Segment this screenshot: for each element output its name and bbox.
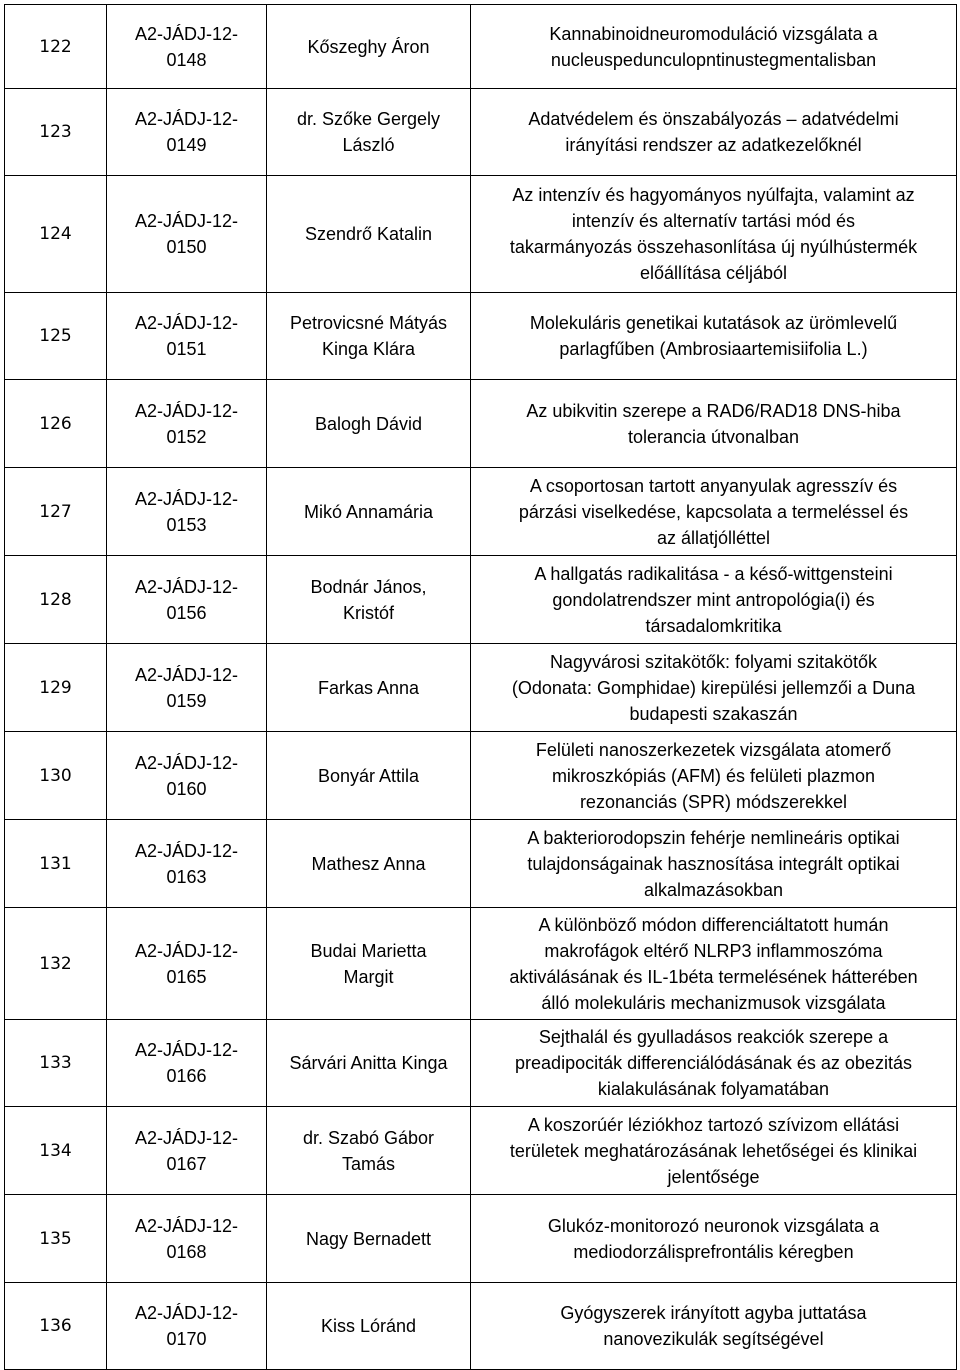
project-title-line: makrofágok eltérő NLRP3 inflammoszóma <box>544 940 883 961</box>
researcher-name-line: Mathesz Anna <box>311 853 426 874</box>
project-title-line: területek meghatározásának lehetőségei és klinikai <box>509 1140 918 1161</box>
project-title-line: jelentősége <box>667 1166 760 1187</box>
researcher-name <box>267 820 471 908</box>
row-number: 127 <box>5 468 107 556</box>
project-title <box>471 468 957 556</box>
project-title <box>471 89 957 176</box>
researcher-name-line: Petrovicsné Mátyás <box>289 313 448 333</box>
row-number: 135 <box>5 1195 107 1283</box>
projects-table-body <box>5 5 957 1370</box>
project-code-line: 0163 <box>166 866 207 887</box>
table-row <box>5 556 957 644</box>
project-title <box>471 5 957 89</box>
project-title-line: gondolatrendszer mint antropológia(i) és <box>552 589 875 610</box>
project-code-line: A2-JÁDJ-12- <box>134 664 239 685</box>
project-title-line: takarmányozás összehasonlítása új nyúlhústermék <box>509 237 918 257</box>
project-title-line: álló molekuláris mechanizmusok vizsgálata <box>541 992 886 1013</box>
researcher-name-line: Balogh Dávid <box>314 413 423 434</box>
project-title <box>471 1020 957 1107</box>
project-title <box>471 556 957 644</box>
project-code <box>107 556 267 644</box>
project-code <box>107 1020 267 1107</box>
project-code <box>107 732 267 820</box>
researcher-name-line: Nagy Bernadett <box>305 1228 432 1249</box>
project-title-line: Gyógyszerek irányított agyba juttatása <box>560 1303 867 1323</box>
project-code-line: A2-JÁDJ-12- <box>134 576 239 597</box>
project-code-line: 0160 <box>166 778 207 799</box>
researcher-name-line: Tamás <box>341 1153 395 1174</box>
project-code-line: 0156 <box>166 602 207 623</box>
researcher-name-line: Kinga Klára <box>321 339 416 359</box>
row-number: 126 <box>5 380 107 468</box>
row-number: 134 <box>5 1107 107 1195</box>
project-code <box>107 468 267 556</box>
project-code-line: 0159 <box>166 690 207 711</box>
table-row <box>5 468 957 556</box>
researcher-name <box>267 1020 471 1107</box>
project-title <box>471 644 957 732</box>
row-number: 136 <box>5 1283 107 1370</box>
table-row <box>5 89 957 176</box>
row-number: 129 <box>5 644 107 732</box>
table-row <box>5 176 957 293</box>
project-title-line: A hallgatás radikalitása - a késő-wittgensteini <box>534 563 893 584</box>
project-title-line: Molekuláris genetikai kutatások az ürömlevelű <box>529 313 898 333</box>
project-title-line: Adatvédelem és önszabályozás – adatvédelmi <box>528 109 899 129</box>
researcher-name <box>267 293 471 380</box>
project-title-line: irányítási rendszer az adatkezelőknél <box>565 135 862 155</box>
project-title-line: A különböző módon differenciáltatott humán <box>538 914 889 935</box>
row-number: 124 <box>5 176 107 293</box>
project-code <box>107 1195 267 1283</box>
project-code-line: 0167 <box>166 1153 207 1174</box>
project-title-line: Nagyvárosi szitakötők: folyami szitakötők <box>549 651 878 672</box>
researcher-name-line: dr. Szőke Gergely <box>296 109 441 129</box>
project-title-line: párzási viselkedése, kapcsolata a termeléssel és <box>518 501 909 522</box>
researcher-name-line: Kristóf <box>342 602 394 623</box>
project-code <box>107 644 267 732</box>
project-code-line: 0149 <box>166 135 207 155</box>
researcher-name-line: Kőszeghy Áron <box>307 36 430 57</box>
project-code-line: 0150 <box>166 237 207 257</box>
table-row <box>5 644 957 732</box>
project-code <box>107 1107 267 1195</box>
project-code-line: 0152 <box>166 426 207 447</box>
researcher-name <box>267 380 471 468</box>
row-number: 130 <box>5 732 107 820</box>
researcher-name <box>267 468 471 556</box>
project-code-line: 0165 <box>166 966 207 987</box>
table-row <box>5 1283 957 1370</box>
researcher-name <box>267 732 471 820</box>
researcher-name <box>267 1283 471 1370</box>
table-row <box>5 5 957 89</box>
project-title-line: Kannabinoidneuromoduláció vizsgálata a <box>549 23 878 44</box>
project-code <box>107 293 267 380</box>
table-row <box>5 820 957 908</box>
researcher-name-line: Szendrő Katalin <box>304 224 433 244</box>
project-title-line: az állatjólléttel <box>656 527 771 548</box>
project-code-line: 0153 <box>166 514 207 535</box>
project-title-line: (Odonata: Gomphidae) kirepülési jellemzői a Duna <box>511 677 916 698</box>
researcher-name <box>267 644 471 732</box>
table-row <box>5 732 957 820</box>
researcher-name-line: Farkas Anna <box>317 677 420 698</box>
project-title <box>471 1107 957 1195</box>
project-title-line: Sejthalál és gyulladásos reakciók szerepe a <box>538 1027 889 1047</box>
project-code-line: A2-JÁDJ-12- <box>134 1215 239 1236</box>
row-number: 132 <box>5 908 107 1020</box>
project-title-line: tulajdonságainak hasznosítása integrált optikai <box>527 853 900 874</box>
project-code-line: 0148 <box>166 49 207 70</box>
project-code <box>107 820 267 908</box>
project-code-line: A2-JÁDJ-12- <box>134 1040 239 1060</box>
project-code-line: 0151 <box>166 339 207 359</box>
table-row <box>5 1107 957 1195</box>
project-title-line: Az intenzív és hagyományos nyúlfajta, valamint az <box>512 185 915 205</box>
project-title-line: mediodorzálisprefrontális kéregben <box>573 1241 854 1262</box>
project-title-line: Az ubikvitin szerepe a RAD6/RAD18 DNS-hiba <box>526 400 901 421</box>
project-title <box>471 820 957 908</box>
project-title-line: A bakteriorodopszin fehérje nemlineáris optikai <box>527 827 900 848</box>
project-title-line: Felületi nanoszerkezetek vizsgálata atomerő <box>535 739 892 760</box>
researcher-name-line: Budai Marietta <box>310 940 427 961</box>
project-title <box>471 293 957 380</box>
project-title-line: aktiválásának és IL-1béta termelésének hátterében <box>509 966 918 987</box>
project-code <box>107 1283 267 1370</box>
researcher-name-line: Mikó Annamária <box>303 501 434 522</box>
project-title-line: tolerancia útvonalban <box>627 426 800 447</box>
project-title <box>471 176 957 293</box>
project-title-line: mikroszkópiás (AFM) és felületi plazmon <box>551 765 876 786</box>
project-code-line: 0170 <box>166 1329 207 1349</box>
project-title-line: parlagfűben (Ambrosiaartemisiifolia L.) <box>559 339 868 359</box>
project-title-line: rezonanciás (SPR) módszerekkel <box>579 791 848 812</box>
project-title-line: alkalmazásokban <box>643 879 784 900</box>
project-title-line: társadalomkritika <box>645 615 782 636</box>
researcher-name <box>267 1195 471 1283</box>
project-code-line: A2-JÁDJ-12- <box>134 400 239 421</box>
table-row <box>5 1020 957 1107</box>
row-number: 131 <box>5 820 107 908</box>
project-code-line: A2-JÁDJ-12- <box>134 1127 239 1148</box>
project-title-line: Glukóz-monitorozó neuronok vizsgálata a <box>547 1215 880 1236</box>
project-code-line: A2-JÁDJ-12- <box>134 23 239 44</box>
project-code-line: A2-JÁDJ-12- <box>134 211 239 231</box>
researcher-name-line: László <box>342 135 395 155</box>
project-title-line: kialakulásának folyamatában <box>597 1079 830 1099</box>
project-title <box>471 732 957 820</box>
project-code-line: A2-JÁDJ-12- <box>134 313 239 333</box>
row-number: 123 <box>5 89 107 176</box>
project-code-line: A2-JÁDJ-12- <box>134 752 239 773</box>
project-title-line: A csoportosan tartott anyanyulak agresszív és <box>529 475 898 496</box>
project-title-line: előállítása céljából <box>639 263 788 283</box>
project-code <box>107 89 267 176</box>
researcher-name-line: Bodnár János, <box>310 576 427 597</box>
table-row <box>5 908 957 1020</box>
researcher-name <box>267 5 471 89</box>
row-number: 122 <box>5 5 107 89</box>
projects-table <box>4 4 957 1370</box>
project-code-line: A2-JÁDJ-12- <box>134 1303 239 1323</box>
table-row <box>5 293 957 380</box>
project-code-line: A2-JÁDJ-12- <box>134 109 239 129</box>
project-title <box>471 380 957 468</box>
researcher-name-line: Bonyár Attila <box>317 765 420 786</box>
table-row <box>5 380 957 468</box>
table-row <box>5 1195 957 1283</box>
researcher-name <box>267 176 471 293</box>
project-title-line: intenzív és alternatív tartási mód és <box>571 211 856 231</box>
project-code-line: A2-JÁDJ-12- <box>134 940 239 961</box>
project-title <box>471 1195 957 1283</box>
researcher-name-line: Margit <box>343 966 394 987</box>
researcher-name <box>267 556 471 644</box>
project-code-line: 0168 <box>166 1241 207 1262</box>
project-title-line: budapesti szakaszán <box>629 703 798 724</box>
researcher-name <box>267 89 471 176</box>
row-number: 125 <box>5 293 107 380</box>
researcher-name-line: Kiss Lóránd <box>320 1316 417 1336</box>
researcher-name <box>267 908 471 1020</box>
researcher-name <box>267 1107 471 1195</box>
project-title-line: nucleuspedunculopntinustegmentalisban <box>550 49 877 70</box>
project-code <box>107 380 267 468</box>
researcher-name-line: Sárvári Anitta Kinga <box>289 1053 448 1073</box>
row-number: 133 <box>5 1020 107 1107</box>
project-code-line: A2-JÁDJ-12- <box>134 488 239 509</box>
project-title <box>471 1283 957 1370</box>
project-code-line: 0166 <box>166 1066 207 1086</box>
project-code <box>107 5 267 89</box>
project-title-line: preadipociták differenciálódásának és az obezitás <box>515 1053 912 1073</box>
project-title-line: A koszorúér léziókhoz tartozó szívizom ellátási <box>527 1114 900 1135</box>
project-title <box>471 908 957 1020</box>
project-code <box>107 176 267 293</box>
row-number: 128 <box>5 556 107 644</box>
project-code <box>107 908 267 1020</box>
researcher-name-line: dr. Szabó Gábor <box>302 1127 435 1148</box>
project-title-line: nanovezikulák segítségével <box>603 1329 824 1349</box>
project-code-line: A2-JÁDJ-12- <box>134 840 239 861</box>
